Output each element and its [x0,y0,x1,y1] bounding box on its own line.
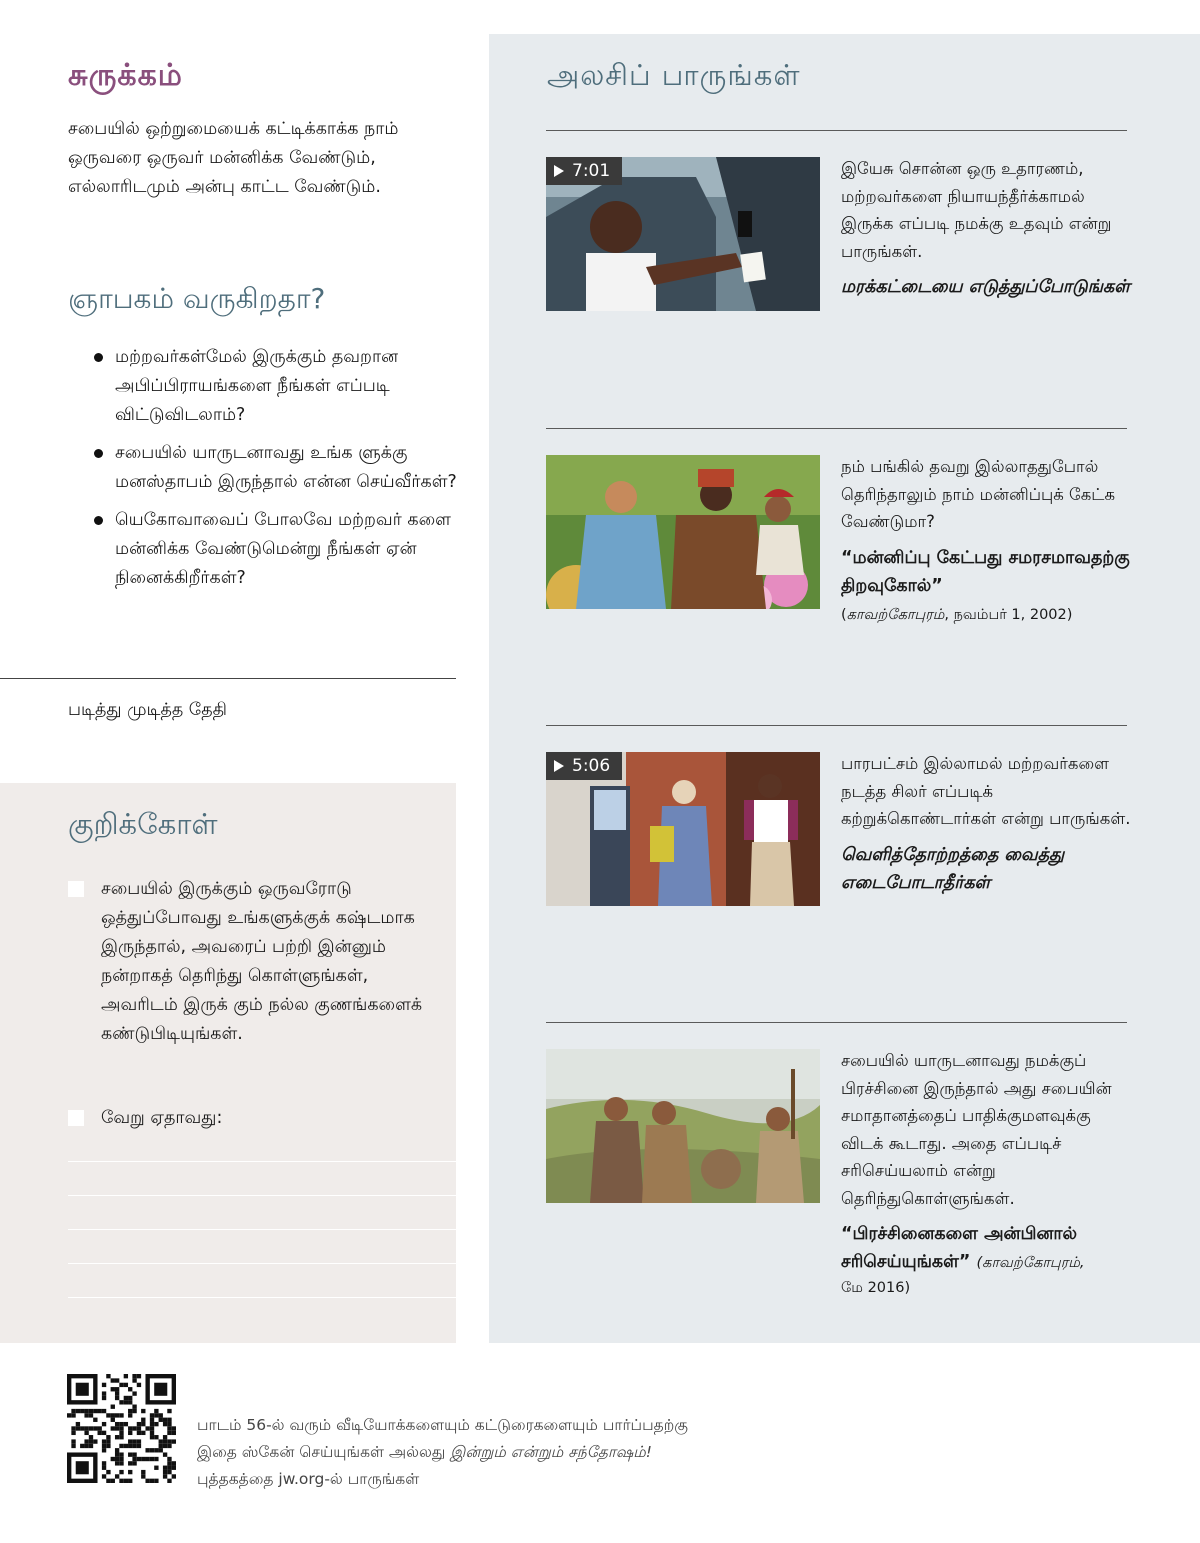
video-duration-badge [546,752,622,780]
entry-description: சபையில் யாருடனாவது நமக்குப் பிரச்சினை இருந்தால் அது சபையின் சமாதானத்தைப் பாதிக்குமளவுக்கு விடக் கூடாது. அதை எப்படிச் சரிசெய்யலாம் என்று தெரிந்துகொள்ளுங்கள். [841,1051,1112,1208]
footer-line-end: புத்தகத்தை jw.org-ல் பாருங்கள் [197,1470,420,1488]
footer-text [197,1412,717,1493]
list-item [68,506,460,593]
article-thumbnail-image [546,455,820,609]
divider [546,1022,1127,1023]
book-title: இன்றும் என்றும் சந்தோஷம்! [450,1443,652,1461]
explore-heading: அலசிப் பாருங்கள் [547,58,801,92]
write-line[interactable] [68,1195,456,1196]
explore-entry-2 [841,453,1131,626]
write-line[interactable] [68,1161,456,1162]
entry-description: பாரபட்சம் இல்லாமல் மற்றவர்களை நடத்த சிலர் எப்படிக் கற்றுக்கொண்டார்கள் என்று பாருங்கள். [841,754,1131,828]
video-duration: 7:01 [572,161,611,181]
article-thumbnail[interactable] [546,1049,820,1203]
goal-checkbox[interactable] [68,881,84,897]
goal-item [68,875,428,1049]
recall-question: சபையில் யாருடனாவது உங்க ளுக்கு மனஸ்தாபம் இருந்தால் என்ன செய்வீர்கள்? [115,443,457,492]
source-date: மே 2016) [841,1280,911,1296]
play-icon [554,165,564,177]
list-item [68,439,460,497]
write-line[interactable] [68,1297,456,1298]
divider [546,130,1127,131]
entry-source [841,604,1131,626]
goal-text: வேறு ஏதாவது: [101,1108,223,1128]
entry-title [841,1220,1131,1277]
list-item [68,343,460,430]
article-thumbnail[interactable] [546,455,820,609]
bullet-icon [94,516,103,525]
completed-date-label: படித்து முடித்த தேதி [68,700,227,720]
recall-heading: ஞாபகம் வருகிறதா? [68,282,326,315]
entry-title-link[interactable]: “பிரச்சினைகளை அன்பினால் சரிசெய்யுங்கள்” [841,1224,1078,1272]
summary-text: சபையில் ஒற்றுமையைக் கட்டிக்காக்க நாம் ஒருவரை ஒருவர் மன்னிக்க வேண்டும், எல்லாரிடமும் அன்பு காட்ட வேண்டும். [68,119,399,197]
source-open: ( [841,606,847,623]
goal-checkbox[interactable] [68,1110,84,1126]
entry-title-link[interactable]: மரக்கட்டையை எடுத்துப்போடுங்கள் [841,277,1130,297]
video-thumbnail[interactable] [546,157,820,311]
video-duration-badge [546,157,622,185]
entry-title-link[interactable]: வெளித்தோற்றத்தை வைத்து எடைபோடாதீர்கள் [841,844,1065,893]
goal-item-other [68,1104,428,1133]
divider [0,678,456,679]
source-date: , நவம்பர் 1, 2002) [944,606,1073,623]
divider [546,428,1127,429]
qr-code-image [67,1374,176,1483]
recall-question: யெகோவாவைப் போலவே மற்றவர் களை மன்னிக்க வேண்டுமென்று நீங்கள் ஏன் நினைக்கிறீர்கள்? [115,510,451,588]
summary-heading: சுருக்கம் [68,58,183,93]
video-duration: 5:06 [572,756,611,776]
source-publication: (காவற்கோபுரம், [976,1255,1085,1271]
article-thumbnail-image [546,1049,820,1203]
qr-code[interactable] [67,1374,176,1483]
entry-description: நம் பங்கில் தவறு இல்லாததுபோல் தெரிந்தாலும் நாம் மன்னிப்புக் கேட்க வேண்டுமா? [841,457,1115,531]
entry-title-link[interactable]: “மன்னிப்பு கேட்பது சமரசமாவதற்கு திறவுகோல்” [841,547,1130,596]
recall-question: மற்றவர்கள்மேல் இருக்கும் தவறான அபிப்பிராயங்களை நீங்கள் எப்படி விட்டுவிடலாம்? [115,347,399,425]
recall-list [68,343,460,593]
play-icon [554,760,564,772]
goal-heading: குறிக்கோள் [68,807,218,841]
write-line[interactable] [68,1263,456,1264]
divider [546,725,1127,726]
source-publication: காவற்கோபுரம் [846,606,945,623]
summary-section [68,58,458,202]
bullet-icon [94,449,103,458]
explore-entry-1 [841,155,1131,301]
explore-entry-4 [841,1047,1131,1299]
explore-entry-3 [841,750,1131,897]
entry-description: இயேசு சொன்ன ஒரு உதாரணம், மற்றவர்களை நியாயந்தீர்க்காமல் இருக்க எப்படி நமக்கு உதவும் என்று பாருங்கள். [841,159,1112,261]
bullet-icon [94,353,103,362]
recall-section [68,282,460,602]
video-thumbnail[interactable] [546,752,820,906]
footer-line-start: பாடம் 56-ல் வரும் வீடியோக்களையும் கட்டுரைகளையும் பார்ப்பதற்கு இதை ஸ்கேன் செய்யுங்கள் அல்லது [197,1416,688,1461]
explore-panel [489,34,1200,1343]
goal-text: சபையில் இருக்கும் ஒருவரோடு ஒத்துப்போவது உங்களுக்குக் கஷ்டமாக இருந்தால், அவரைப் பற்றி இன்னும் நன்றாகத் தெரிந்து கொள்ளுங்கள், அவரிடம் இருக் கும் நல்ல குணங்களைக் கண்டுபிடியுங்கள். [101,879,423,1044]
goal-section [0,783,456,1343]
write-line[interactable] [68,1229,456,1230]
